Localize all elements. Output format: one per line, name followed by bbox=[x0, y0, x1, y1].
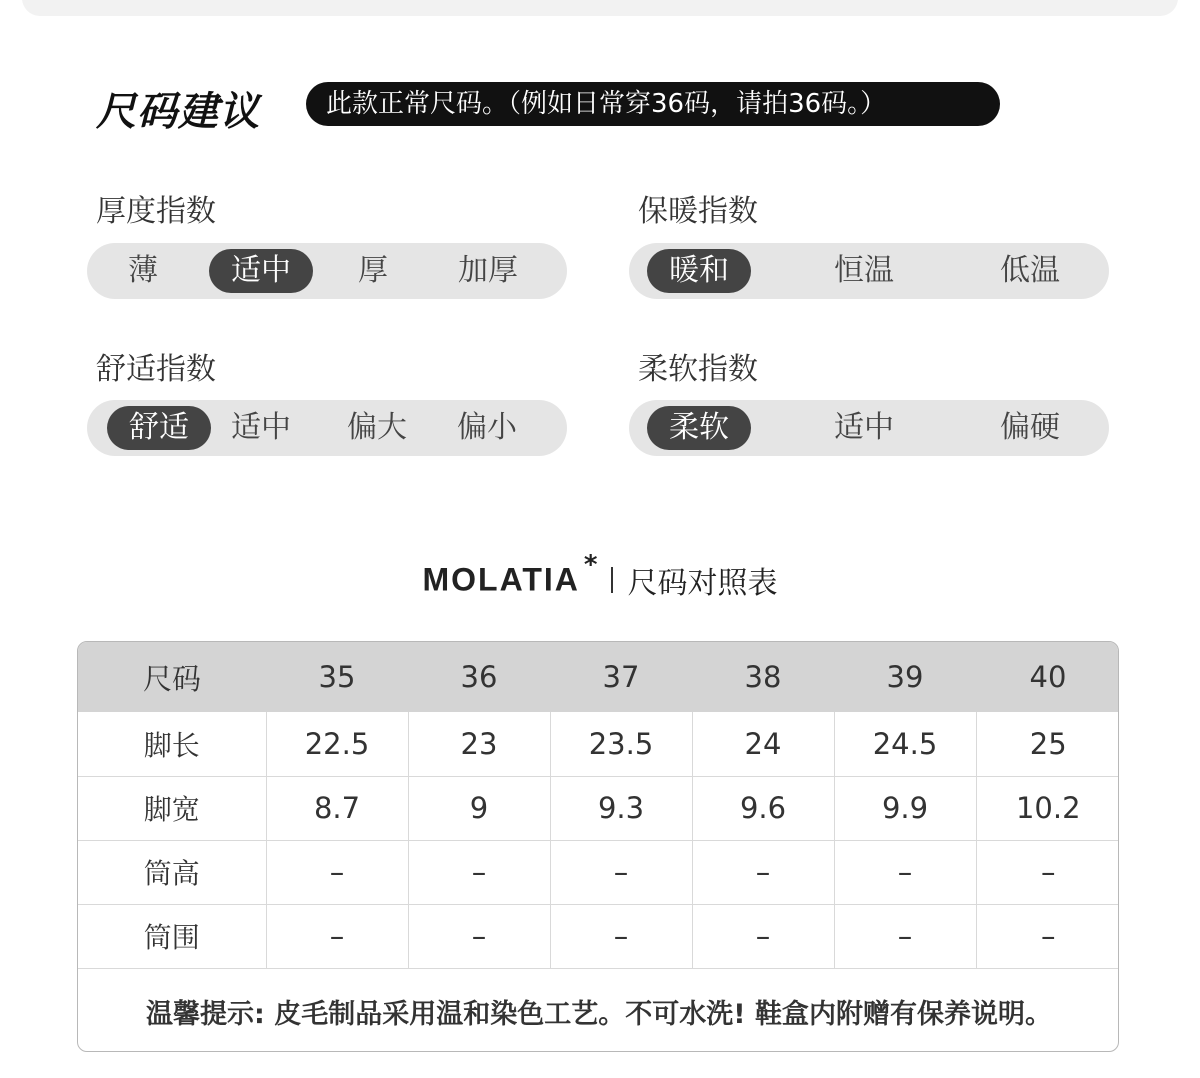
comfort-option-medium: 适中 bbox=[231, 410, 291, 445]
table-cell: 9 bbox=[408, 776, 550, 840]
header-size-cell: 38 bbox=[692, 642, 834, 712]
comfort-index-label: 舒适指数 bbox=[96, 352, 216, 387]
table-cell: 9.3 bbox=[550, 776, 692, 840]
table-cell: – bbox=[266, 904, 408, 968]
header-size-cell: 37 bbox=[550, 642, 692, 712]
table-row-foot-length bbox=[78, 712, 1119, 776]
warmth-option-low: 低温 bbox=[1000, 253, 1060, 288]
table-row-shaft-height bbox=[78, 840, 1119, 904]
table-cell: – bbox=[408, 840, 550, 904]
table-cell: 23.5 bbox=[550, 712, 692, 776]
row-label: 脚宽 bbox=[78, 776, 266, 840]
table-cell: 8.7 bbox=[266, 776, 408, 840]
table-cell: 9.6 bbox=[692, 776, 834, 840]
previous-section-card bbox=[22, 0, 1178, 16]
softness-index-scale bbox=[629, 400, 1109, 456]
header-size-label: 尺码 bbox=[78, 642, 266, 712]
header-size-cell: 40 bbox=[976, 642, 1119, 712]
thickness-index-label: 厚度指数 bbox=[96, 194, 216, 229]
size-chart-title: 尺码对照表 bbox=[627, 566, 778, 601]
softness-option-medium: 适中 bbox=[834, 410, 894, 445]
care-tip-text: 温馨提示: 皮毛制品采用温和染色工艺。不可水洗! 鞋盒内附赠有保养说明。 bbox=[146, 998, 1052, 1030]
header-size-cell: 36 bbox=[408, 642, 550, 712]
comfort-index-scale bbox=[87, 400, 567, 456]
table-cell: – bbox=[976, 904, 1119, 968]
table-cell: 10.2 bbox=[976, 776, 1119, 840]
thickness-option-thin: 薄 bbox=[128, 253, 158, 288]
header-size-cell: 39 bbox=[834, 642, 976, 712]
table-cell: 22.5 bbox=[266, 712, 408, 776]
brand-logo: MOLATIA bbox=[422, 561, 580, 598]
softness-index-label: 柔软指数 bbox=[638, 352, 758, 387]
warmth-option-constant: 恒温 bbox=[834, 253, 894, 288]
comfort-option-large: 偏大 bbox=[347, 410, 407, 445]
warmth-index-scale bbox=[629, 243, 1109, 299]
table-cell: – bbox=[692, 904, 834, 968]
comfort-option-comfortable-selected: 舒适 bbox=[107, 406, 211, 450]
thickness-option-medium-selected: 适中 bbox=[209, 249, 313, 293]
header-size-cell: 35 bbox=[266, 642, 408, 712]
table-cell: – bbox=[976, 840, 1119, 904]
table-cell: 25 bbox=[976, 712, 1119, 776]
table-cell: 23 bbox=[408, 712, 550, 776]
table-cell: – bbox=[408, 904, 550, 968]
table-row-foot-width bbox=[78, 776, 1119, 840]
row-label: 筒高 bbox=[78, 840, 266, 904]
table-cell: – bbox=[550, 840, 692, 904]
size-chart-table bbox=[77, 641, 1119, 1052]
size-advice-title: 尺码建议 bbox=[96, 89, 260, 135]
size-recommendation-badge: 此款正常尺码。（例如日常穿36码，请拍36码。） bbox=[306, 82, 1000, 126]
table-cell: – bbox=[266, 840, 408, 904]
table-cell: – bbox=[834, 840, 976, 904]
table-cell: – bbox=[550, 904, 692, 968]
table-cell: 9.9 bbox=[834, 776, 976, 840]
thickness-index-scale bbox=[87, 243, 567, 299]
thickness-option-thick: 厚 bbox=[358, 253, 388, 288]
table-cell: – bbox=[834, 904, 976, 968]
table-cell: 24.5 bbox=[834, 712, 976, 776]
table-row-shaft-circumference bbox=[78, 904, 1119, 968]
care-tip-row bbox=[78, 968, 1119, 1052]
softness-option-soft-selected: 柔软 bbox=[647, 406, 751, 450]
size-chart-heading bbox=[0, 549, 1200, 602]
row-label: 脚长 bbox=[78, 712, 266, 776]
warmth-index-label: 保暖指数 bbox=[638, 194, 758, 229]
heading-divider bbox=[611, 567, 613, 593]
brand-star-mark: * bbox=[583, 549, 598, 580]
table-cell: 24 bbox=[692, 712, 834, 776]
table-cell: – bbox=[692, 840, 834, 904]
table-header-row bbox=[78, 642, 1119, 712]
softness-option-hard: 偏硬 bbox=[1000, 410, 1060, 445]
warmth-option-warm-selected: 暖和 bbox=[647, 249, 751, 293]
thickness-option-extra-thick: 加厚 bbox=[458, 253, 518, 288]
comfort-option-small: 偏小 bbox=[457, 410, 517, 445]
row-label: 筒围 bbox=[78, 904, 266, 968]
